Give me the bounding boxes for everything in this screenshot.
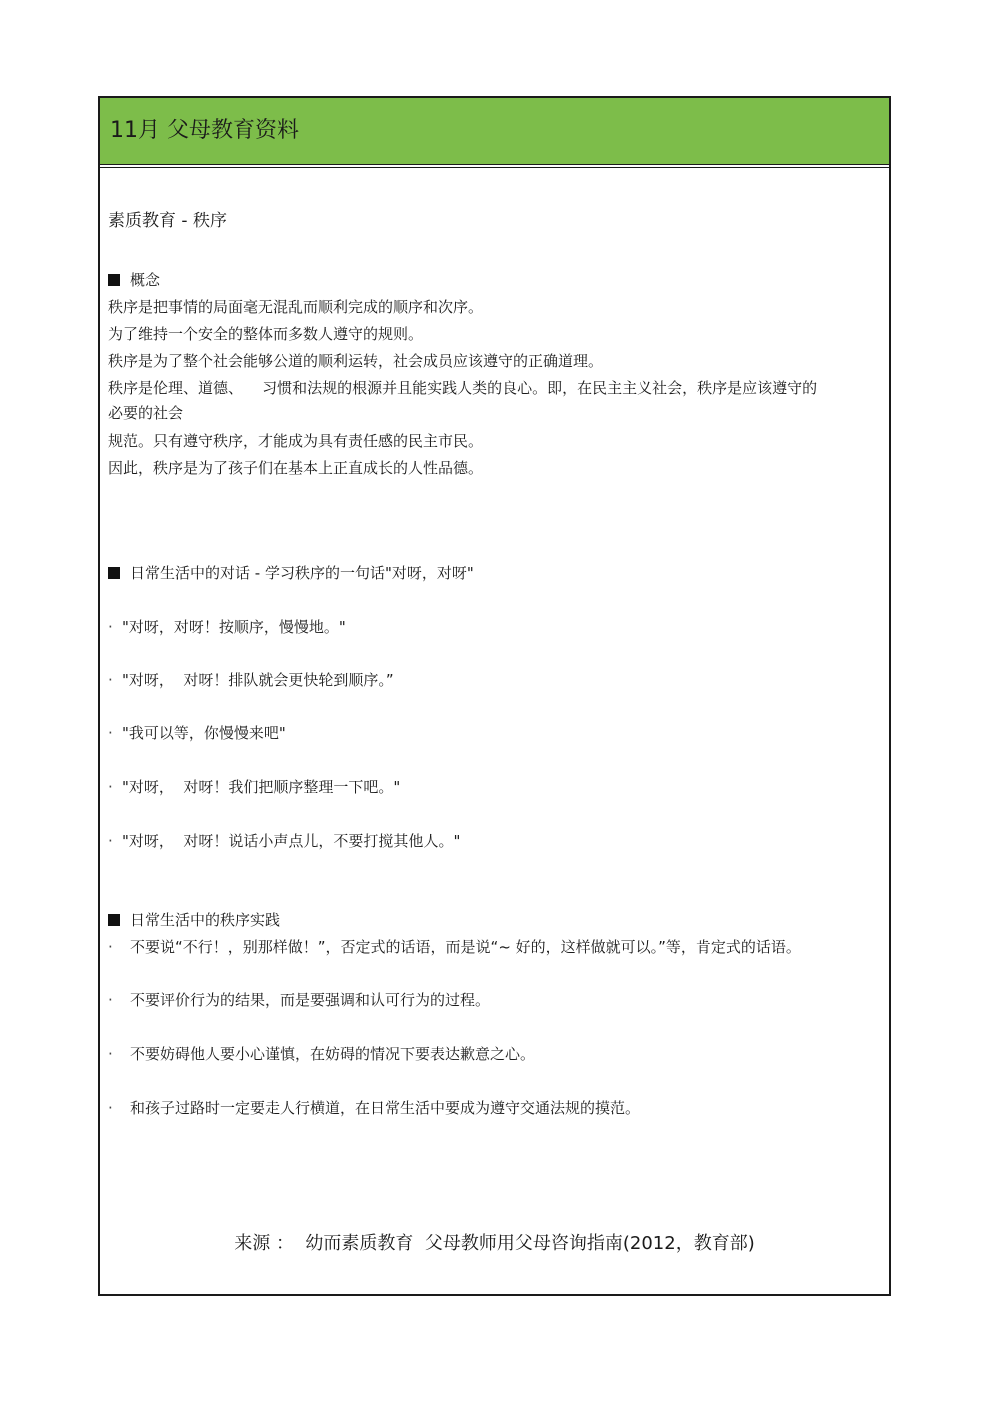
header-divider [100, 167, 889, 168]
concept-line: 秩序是伦理、道德、 习惯和法规的根源并且能实践人类的良心。即，在民主主义社会，秩序是应该遵守的 [108, 379, 818, 397]
dot-bullet-icon: · [108, 671, 113, 689]
dot-bullet-icon: · [108, 938, 113, 956]
square-bullet-icon [108, 567, 120, 579]
concept-heading [108, 270, 160, 290]
dialogue-heading-label: 日常生活中的对话 - 学习秩序的一句话"对呀，对呀" [130, 564, 474, 582]
dialogue-item [108, 617, 346, 637]
dot-bullet-icon: · [108, 724, 113, 742]
dialogue-item-text: "我可以等，你慢慢来吧" [122, 724, 286, 742]
source-citation: 来源 ： 幼而素质教育 父母教师用父母咨询指南(2012，教育部) [234, 1233, 755, 1254]
subject-title: 素质教育 - 秩序 [108, 211, 227, 231]
dot-bullet-icon: · [108, 618, 113, 636]
square-bullet-icon [108, 914, 120, 926]
dialogue-item [108, 670, 394, 690]
practice-item [108, 1098, 640, 1118]
practice-item [108, 1044, 535, 1064]
dialogue-item [108, 831, 460, 851]
practice-item-text: 不要说“不行！，别那样做！”，否定式的话语，而是说“~ 好的，这样做就可以。”等，肯定式的话语。 [130, 938, 801, 956]
dialogue-heading [108, 563, 474, 583]
dot-bullet-icon: · [108, 1045, 113, 1063]
dot-bullet-icon: · [108, 778, 113, 796]
header-bar [100, 98, 889, 165]
concept-line: 秩序是为了整个社会能够公道的顺利运转，社会成员应该遵守的正确道理。 [108, 352, 604, 370]
practice-item-text: 和孩子过路时一定要走人行横道，在日常生活中要成为遵守交通法规的摸范。 [130, 1099, 641, 1117]
dialogue-item [108, 777, 400, 797]
practice-item [108, 937, 801, 957]
practice-item-text: 不要妨碍他人要小心谨慎，在妨碍的情况下要表达歉意之心。 [130, 1045, 536, 1063]
concept-line: 为了维持一个安全的整体而多数人遵守的规则。 [108, 325, 424, 343]
concept-line: 必要的社会 [108, 404, 184, 422]
dialogue-item-text: "对呀， 对呀！说话小声点儿，不要打搅其他人。" [122, 832, 461, 850]
document-frame [98, 96, 891, 1296]
practice-heading [108, 910, 280, 930]
concept-line: 因此，秩序是为了孩子们在基本上正直成长的人性品德。 [108, 459, 484, 477]
dialogue-item-text: "对呀， 对呀！排队就会更快轮到顺序。” [122, 671, 394, 689]
dot-bullet-icon: · [108, 991, 113, 1009]
dialogue-item-text: "对呀， 对呀！我们把顺序整理一下吧。" [122, 778, 401, 796]
dialogue-item [108, 723, 286, 743]
concept-line: 秩序是把事情的局面毫无混乱而顺利完成的顺序和次序。 [108, 298, 484, 316]
concept-line: 规范。只有遵守秩序，才能成为具有责任感的民主市民。 [108, 432, 484, 450]
dialogue-item-text: "对呀，对呀！按顺序，慢慢地。" [122, 618, 346, 636]
practice-item [108, 990, 490, 1010]
practice-heading-label: 日常生活中的秩序实践 [130, 911, 281, 929]
page-title: 11月 父母教育资料 [110, 118, 299, 143]
dot-bullet-icon: · [108, 832, 113, 850]
concept-heading-label: 概念 [130, 271, 161, 289]
dot-bullet-icon: · [108, 1099, 113, 1117]
square-bullet-icon [108, 274, 120, 286]
practice-item-text: 不要评价行为的结果，而是要强调和认可行为的过程。 [130, 991, 491, 1009]
